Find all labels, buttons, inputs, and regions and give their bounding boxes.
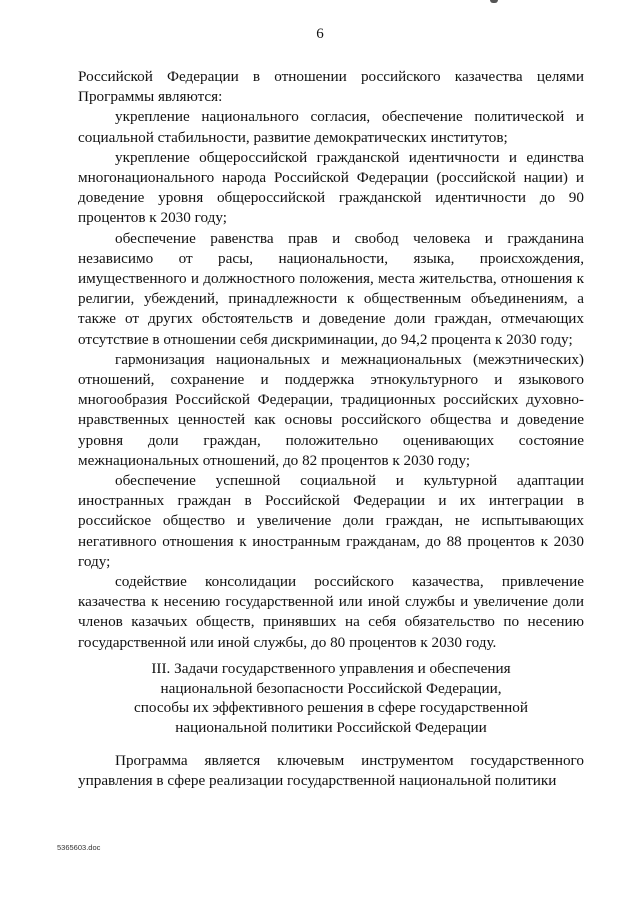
body-text bbox=[78, 67, 584, 653]
paragraph-goal-equal-rights: обеспечение равенства прав и свобод человека и гражданина независимо от расы, национальности, языка, происхождения, имущественного и должностного положения, места жительства, отношения к религии, убеждений, принадлежности к общественным объединениям, а также от других обстоятельств и доведение доли граждан, отмечающих отсутствие в отношении себя дискриминации, до 94,2 процента к 2030 году; bbox=[78, 229, 584, 348]
document-file-code: 5365603.doc bbox=[57, 843, 101, 852]
section-heading-line: национальной политики Российской Федерации bbox=[175, 718, 487, 736]
paragraph-goal-civic-identity: укрепление общероссийской гражданской идентичности и единства многонационального народа Российской Федерации (российской нации) и доведение уровня общероссийской гражданской идентичности до 90 процентов к 2030 году; bbox=[78, 148, 584, 227]
paragraph-goal-cossacks: содействие консолидации российского казачества, привлечение казачества к несению государственной или иной службы и увеличение доли членов казачьих обществ, принявших на себя обязательство по несению государственной или иной службы, до 80 процентов к 2030 году. bbox=[78, 573, 584, 651]
paragraph-goal-national-accord: укрепление национального согласия, обеспечение политической и социальной стабильности, развитие демократических институтов; bbox=[78, 108, 584, 146]
page-edge-mark bbox=[490, 0, 498, 3]
section-heading-line: III. Задачи государственного управления и обеспечения bbox=[151, 660, 511, 677]
paragraph-goal-harmonization: гармонизация национальных и межнациональных (межэтнических) отношений, сохранение и поддержка этнокультурного и языкового многообразия Российской Федерации, традиционных российских духовно-нравственных ценностей как основы российского общества и доведение уровня доли граждан, положительно оценивающих состояние межнациональных отношений, до 82 процентов к 2030 году; bbox=[78, 350, 584, 469]
section-heading-line: способы их эффективного решения в сфере государственной bbox=[134, 699, 528, 716]
paragraph-goal-adaptation: обеспечение успешной социальной и культурной адаптации иностранных граждан в Российской Федерации и их интеграции в российское общество и увеличение доли граждан, не испытывающих негативного отношения к иностранным гражданам, до 88 процентов к 2030 году; bbox=[78, 472, 584, 570]
closing-text bbox=[78, 751, 584, 791]
section-heading bbox=[78, 659, 584, 737]
page-number: 6 bbox=[316, 26, 324, 42]
paragraph-program-instrument: Программа является ключевым инструментом государственного управления в сфере реализации государственной национальной политики bbox=[78, 752, 584, 790]
section-heading-line: национальной безопасности Российской Федерации, bbox=[160, 679, 502, 697]
paragraph-continuation: Российской Федерации в отношении российского казачества целями Программы являются: bbox=[78, 68, 584, 106]
